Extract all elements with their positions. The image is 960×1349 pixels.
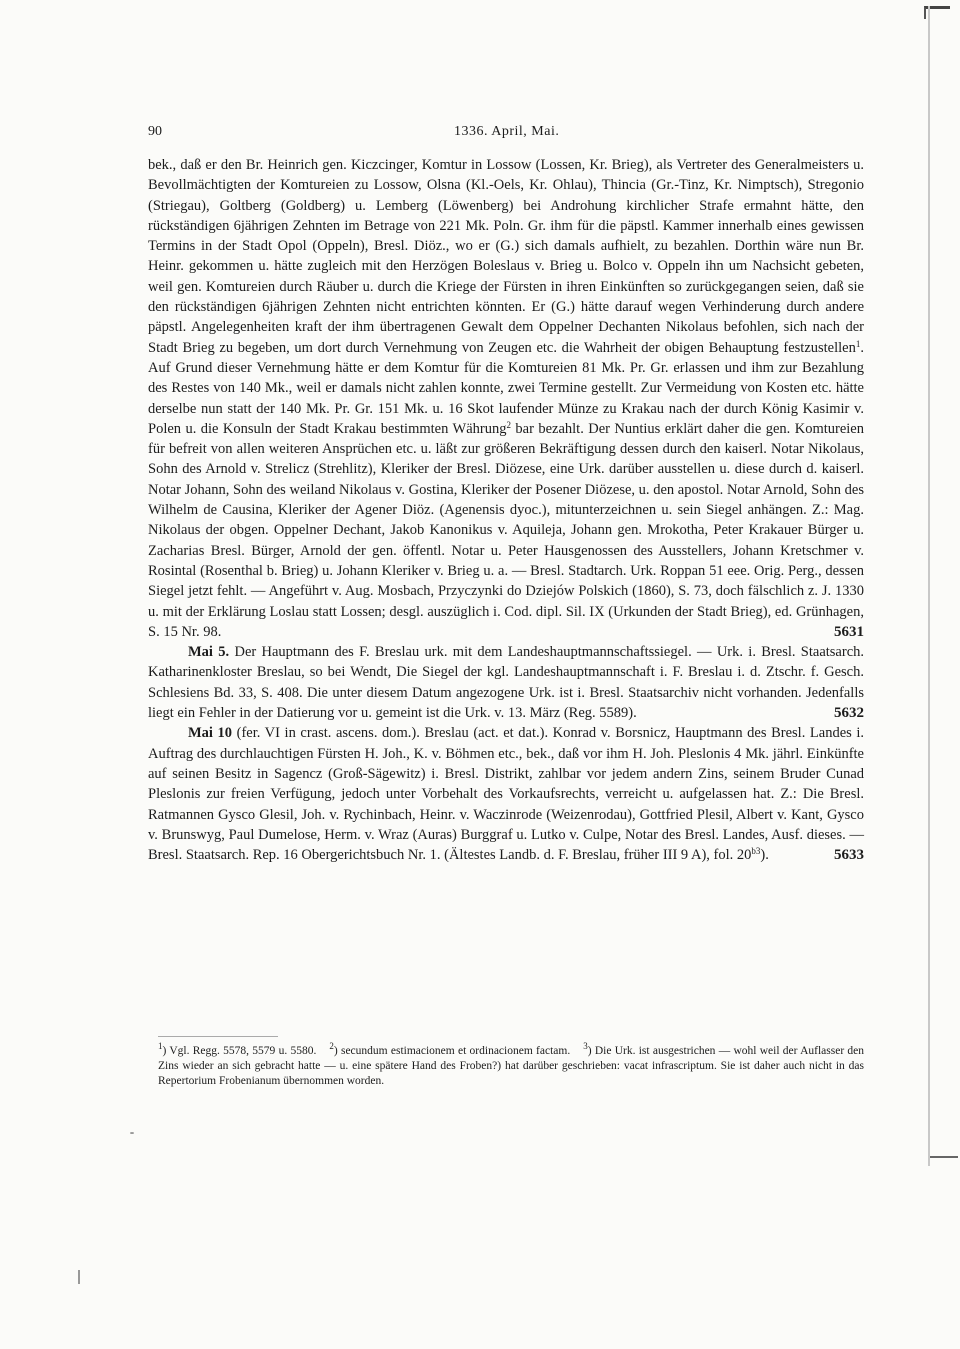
running-head: 1336. April, Mai.: [454, 124, 560, 139]
entry-text: Der Hauptmann des F. Breslau urk. mit dem Landeshauptmannschaftssiegel. — Urk. i. Bresl. Staatsarch. Katharinenkloster Breslau, so bei Wendt, Die Siegel der kgl. Landeshauptmannschaft i. F. Breslau i. d. Ztschr. f. Gesch. Schlesiens Bd. 33, S. 408. Die unter diesem Datum angezogene Urk. ist i. Bresl. Staatsarchiv nicht vorhanden. Jedenfalls liegt ein Fehler in der Datierung vor u. gemeint ist die Urk. v. 13. März (Reg. 5589).: [148, 644, 865, 722]
footnote-ref[interactable]: 1: [855, 338, 861, 349]
footnote-mark: 1: [158, 1041, 163, 1051]
entry-5632: [148, 642, 864, 723]
regest-number: 5631: [834, 623, 864, 640]
footnote-mark: 3: [583, 1041, 588, 1051]
footnotes: [158, 1041, 865, 1090]
scan-speck: [78, 1270, 80, 1284]
page-header: [148, 124, 864, 144]
regest-number: 5632: [834, 705, 864, 722]
footnote-3: ) Die Urk. ist ausgestrichen — wohl weil der Auflasser den Zins wieder an sich gebracht hatte — u. eine spätere Hand des Froben?) hat darüber geschrieben: vacat infrascriptum. Sie ist daher auch nicht in das Repertorium Frobenianum übernommen worden.: [158, 1045, 865, 1088]
entry-text: bar bezahlt. Der Nuntius erklärt daher die gen. Komtureien für befreit von allen weiteren Ansprüchen etc. u. läßt zur größeren Bekräftigung dessen durch den kaiserl. Notar Nikolaus, Sohn des Arnold v. Strelicz (Strehlitz), Kleriker der Bresl. Diözese, eine Urk. darüber ausstellen u. diese durch d. kaiserl. Notar Johann, Sohn des weiland Nikolaus v. Gostina, Kleriker der Posener Diözese, u. den apostol. Notar Arnold, Sohn des Wilhelm de Causina, Kleriker der Agener Diöz. (Agenensis dyoc.), mitunterzeichnen u. sein Siegel anhängen. Z.: Mag. Nikolaus der obgen. Oppelner Dechant, Jakob Kanonikus v. Aquileja, Johann gen. Mrokotha, Peter Krakauer Bürger u. Zacharias Bresl. Bürger, Arnold der gen. öffentl. Notar u. Peter Hausgenossen des Ausstellers, Johann Kretschmer v. Rosintal (Rosenthal b. Brieg) u. Johann Kleriker v. Brieg u. a. — Bresl. Stadtarch. Urk. Roppan 51 eee. Orig. Perg., dessen Siegel jetzt fehlt. — Angeführt v. Aug. Mosbach, Przyczynki do Dziejów Polskich (1860), S. 73, doch fälschlich z. J. 1330 u. mit der Erklärung Loslau statt Lossen; desgl. auszüglich i. Cod. dipl. Sil. IX (Urkunden der Stadt Brieg), ed. Grünhagen, S. 15 Nr. 98.: [148, 420, 864, 640]
footnote-ref[interactable]: 3: [755, 846, 761, 857]
footnote-mark: 2: [329, 1041, 334, 1051]
entry-date: Mai 5.: [188, 644, 230, 661]
entry-text: ).: [760, 847, 769, 864]
page-edge-line: [928, 6, 930, 1166]
entry-text: bek., daß er den Br. Heinrich gen. Kiczcinger, Komtur in Lossow (Lossen, Kr. Brieg), als Vertreter des Generalmeisters u. Bevollmächtigten der Komtureien zu Lossow, Olsna (Kl.-Oels, Kr. Ohlau), Thincia (Gr.-Tinz, Kr. Nimptsch), Stregonio (Striegau), Goltberg (Goldberg) u. Lemberg (Löwenberg) bei Androhung kirchlicher Strafe ermahnt hätte, den rückständigen 6jährigen Zehnten im Betrage von 221 Mk. Poln. Gr. ihm für die päpstl. Kammer innerhalb eines gewissen Termins in der Stadt Opol (Oppeln), Bresl. Diöz., wo er (G.) sich damals aufhielt, zu bezahlen. Dorthin wäre nun Br. Heinr. gekommen u. hätte zugleich mit den Herzögen Boleslaus v. Brieg u. Bolco v. Oppeln ihn um Nachsicht gebeten, weil gen. Komtureien durch Räuber u. durch die Kriege der Fürsten in ihren Einkünften so zurückgegangen seien, daß sie den rückständigen 6jährigen Zehnten nicht entrichten könnten. Er (G.) hätte darauf wegen Verhinderung durch andere päpstl. Angelegenheiten kraft der ihm übertragenen Gewalt dem Oppelner Dechanten Nikolaus befohlen, sich nach der Stadt Brieg zu begeben, um dort durch Vernehmung von Zeugen etc. die Wahrheit der obigen Behauptung festzustellen: [148, 157, 864, 356]
entry-text: (fer. VI in crast. ascens. dom.). Breslau (act. et dat.). Konrad v. Borsnicz, Hauptmann des Bresl. Landes i. Auftrag des durchlauchtigen Fürsten H. Joh., K. v. Böhmen etc., bek., daß vor ihm H. Joh. Pleslonis 4 Mk. jährl. Einkünfte auf seinen Besitz in Sagencz (Groß-Sägewitz) i. Bresl. Distrikt, zahlbar vor jedem andern Zins, seinem Bruder Cunad Pleslonis zur freien Verfügung, jedoch unter Vorbehalt des Vorkaufsrechts, verreicht u. aufgelassen hat. Z.: Die Bresl. Ratmannen Gysco Glesil, Joh. v. Rychinbach, Heinr. v. Waczinrode (Weizenrodau), Gottfried Plesil, Albert v. Kant, Gysco v. Brunswyg, Paul Dumelose, Herm. v. Wraz (Auras) Burggraf u. Lutko v. Culpe, Notar des Bresl. Landes, Ausf. dieses. — Bresl. Staatsarch. Rep. 16 Obergerichtsbuch Nr. 1. (Ältestes Landb. d. F. Breslau, früher III 9 A), fol. 20: [148, 725, 864, 864]
page-edge-bottom-mark: [930, 1156, 958, 1162]
footnote-line: [158, 1041, 865, 1090]
footnote-2: ) secundum estimacionem et ordinacionem factam.: [333, 1045, 571, 1057]
footnote-ref[interactable]: 2: [506, 419, 511, 430]
main-text: [148, 155, 864, 865]
folio-superscript: b: [751, 846, 756, 857]
footnote-rule: [158, 1036, 278, 1037]
page-number: 90: [148, 124, 162, 139]
entry-5633: [148, 723, 864, 865]
regest-number: 5633: [834, 847, 864, 864]
scan-speck: [130, 1132, 134, 1134]
footnote-1: ) Vgl. Regg. 5578, 5579 u. 5580.: [162, 1045, 317, 1057]
entry-text: . Auf Grund dieser Vernehmung hätte er dem Komtur für die Komtureien 81 Mk. Pr. Gr. erlassen und ihm zur Bezahlung des Restes von 140 Mk., weil er damals nicht zahlen konnte, zwei Termine gestellt. Zur Vermeidung von Kosten etc. hätte derselbe nun statt der 140 Mk. Pr. Gr. 151 Mk. u. 16 Skot laufender Münze zu Krakau nach der durch König Kasimir v. Polen u. die Konsuln der Stadt Krakau bestimmten Währung: [148, 339, 864, 437]
entry-5631: [148, 155, 864, 642]
entry-date: Mai 10: [188, 725, 233, 742]
